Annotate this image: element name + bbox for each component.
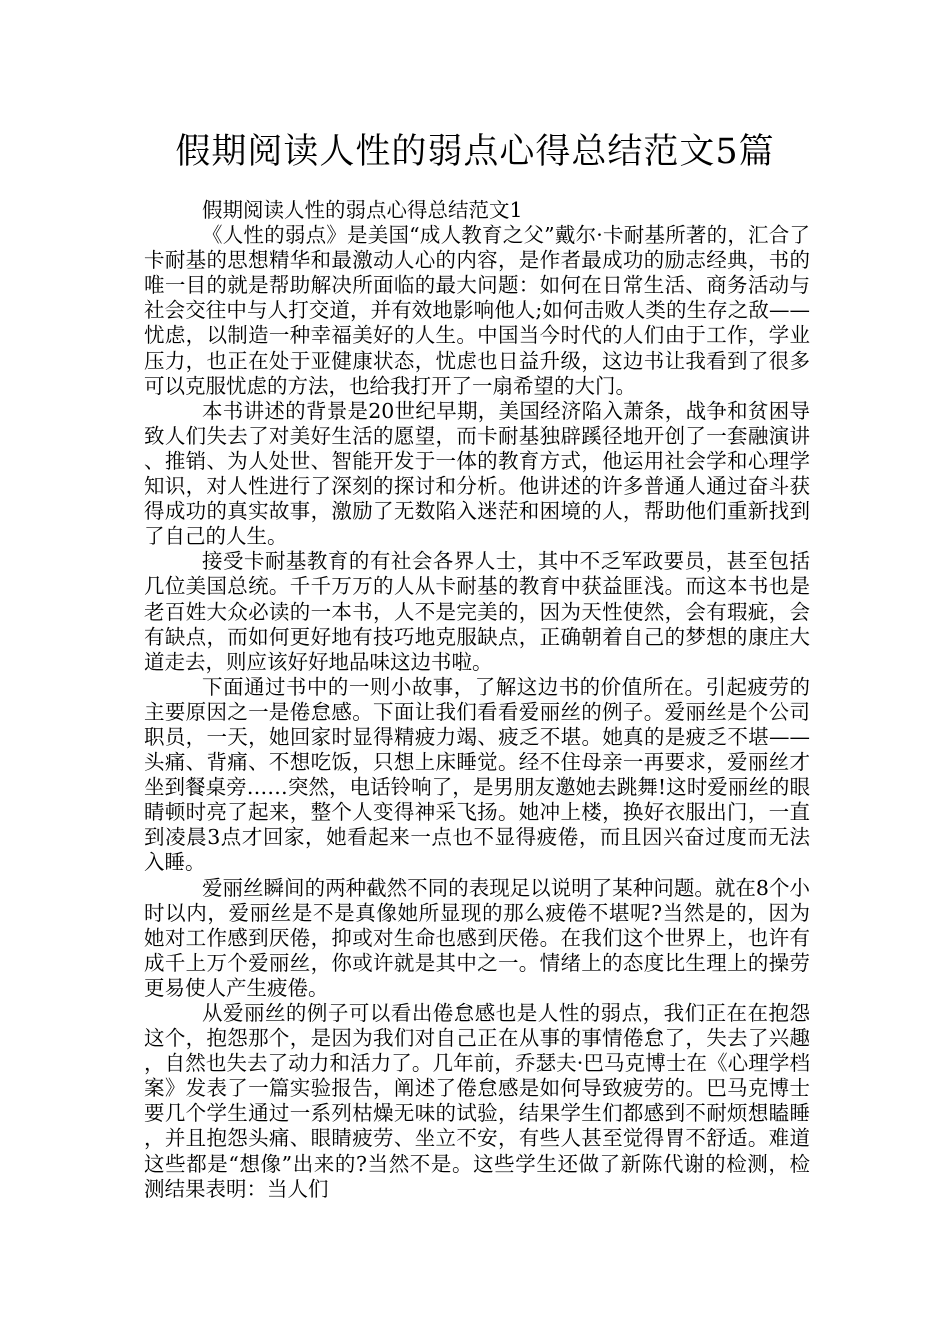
paragraph-1: 《人性的弱点》是美国“成人教育之父”戴尔·卡耐基所著的，汇合了卡耐基的思想精华和最激动人心的内容，是作者最成功的励志经典，书的唯一目的就是帮助解决所面临的最大问题：如何在日常生活、商务活动与社会交往中与人打交道，并有效地影响他人;如何击败人类的生存之敌——忧虑，以制造一种幸福美好的人生。中国当今时代的人们由于工作，学业压力，也正在处于亚健康状态，忧虑也日益升级，这边书让我看到了很多可以克服忧虑的方法，也给我打开了一扇希望的大门。	[144, 223, 810, 398]
section-heading: 假期阅读人性的弱点心得总结范文1	[202, 198, 523, 222]
paragraph-5: 爱丽丝瞬间的两种截然不同的表现足以说明了某种问题。就在8个小时以内，爱丽丝是不是真像她所显现的那么疲倦不堪呢?当然是的，因为她对工作感到厌倦，抑或对生命也感到厌倦。在我们这个世界上，也许有成千上万个爱丽丝，你或许就是其中之一。情绪上的态度比生理上的操劳更易使人产生疲倦。	[144, 875, 810, 1000]
document-body	[144, 198, 810, 1202]
document-title: 假期阅读人性的弱点心得总结范文5篇	[175, 132, 775, 172]
paragraph-6: 从爱丽丝的例子可以看出倦怠感也是人性的弱点，我们正在在抱怨这个，抱怨那个，是因为我们对自己正在从事的事情倦怠了，失去了兴趣，自然也失去了动力和活力了。几年前，乔瑟夫·巴马克博士在《心理学档案》发表了一篇实验报告，阐述了倦怠感是如何导致疲劳的。巴马克博士要几个学生通过一系列枯燥无味的试验，结果学生们都感到不耐烦想瞌睡，并且抱怨头痛、眼睛疲劳、坐立不安，有些人甚至觉得胃不舒适。难道这些都是“想像”出来的?当然不是。这些学生还做了新陈代谢的检测，检测结果表明：当人们	[144, 1001, 810, 1201]
paragraph-2: 本书讲述的背景是20世纪早期，美国经济陷入萧条，战争和贫困导致人们失去了对美好生活的愿望，而卡耐基独辟蹊径地开创了一套融演讲、推销、为人处世、智能开发于一体的教育方式，他运用社会学和心理学知识，对人性进行了深刻的探讨和分析。他讲述的许多普通人通过奋斗获得成功的真实故事，激励了无数陷入迷茫和困境的人，帮助他们重新找到了自己的人生。	[144, 398, 810, 549]
paragraph-3: 接受卡耐基教育的有社会各界人士，其中不乏军政要员，甚至包括几位美国总统。千千万万的人从卡耐基的教育中获益匪浅。而这本书也是老百姓大众必读的一本书，人不是完美的，因为天性使然，会有瑕疵，会有缺点，而如何更好地有技巧地克服缺点，正确朝着自己的梦想的康庄大道走去，则应该好好地品味这边书啦。	[144, 549, 810, 674]
paragraph-4: 下面通过书中的一则小故事，了解这边书的价值所在。引起疲劳的主要原因之一是倦怠感。下面让我们看看爱丽丝的例子。爱丽丝是个公司职员，一天，她回家时显得精疲力竭、疲乏不堪。她真的是疲乏不堪——头痛、背痛、不想吃饭，只想上床睡觉。经不住母亲一再要求，爱丽丝才坐到餐桌旁……突然，电话铃响了，是男朋友邀她去跳舞!这时爱丽丝的眼睛顿时亮了起来，整个人变得神采飞扬。她冲上楼，换好衣服出门，一直到凌晨3点才回家，她看起来一点也不显得疲倦，而且因兴奋过度而无法入睡。	[144, 674, 810, 875]
